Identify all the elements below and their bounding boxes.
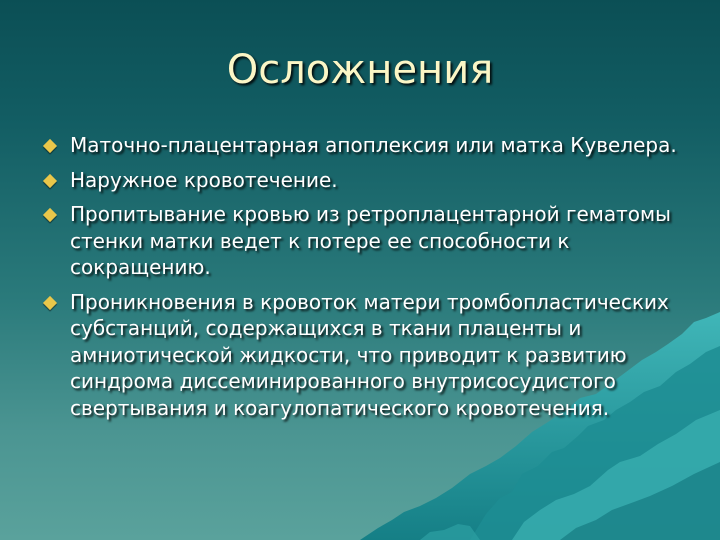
diamond-bullet-icon (43, 208, 57, 222)
bullet-text: Проникновения в кровоток матери тромбопластических субстанций, содержащихся в ткани плаценты и амниотической жидкости, что приводит к развитию синдрома диссеминированного внутрисосудистого свертывания и коагулопатического кровотечения. (70, 289, 669, 420)
bullet-text: Маточно-плацентарная апоплексия или матка Кувелера. (70, 133, 677, 157)
bullet-list (44, 132, 684, 429)
bullet-text: Наружное кровотечение. (70, 167, 338, 192)
bullet-item (44, 289, 684, 422)
bullet-item (44, 167, 684, 194)
diamond-bullet-icon (43, 173, 57, 187)
diamond-bullet-icon (43, 139, 57, 153)
bullet-item (44, 201, 684, 281)
diamond-bullet-icon (43, 295, 57, 309)
bullet-text: Пропитывание кровью из ретроплацентарной гематомы стенки матки ведет к потере ее способности к сокращению. (70, 202, 671, 279)
bullet-item (44, 132, 684, 159)
slide-title: Осложнения (226, 47, 494, 93)
